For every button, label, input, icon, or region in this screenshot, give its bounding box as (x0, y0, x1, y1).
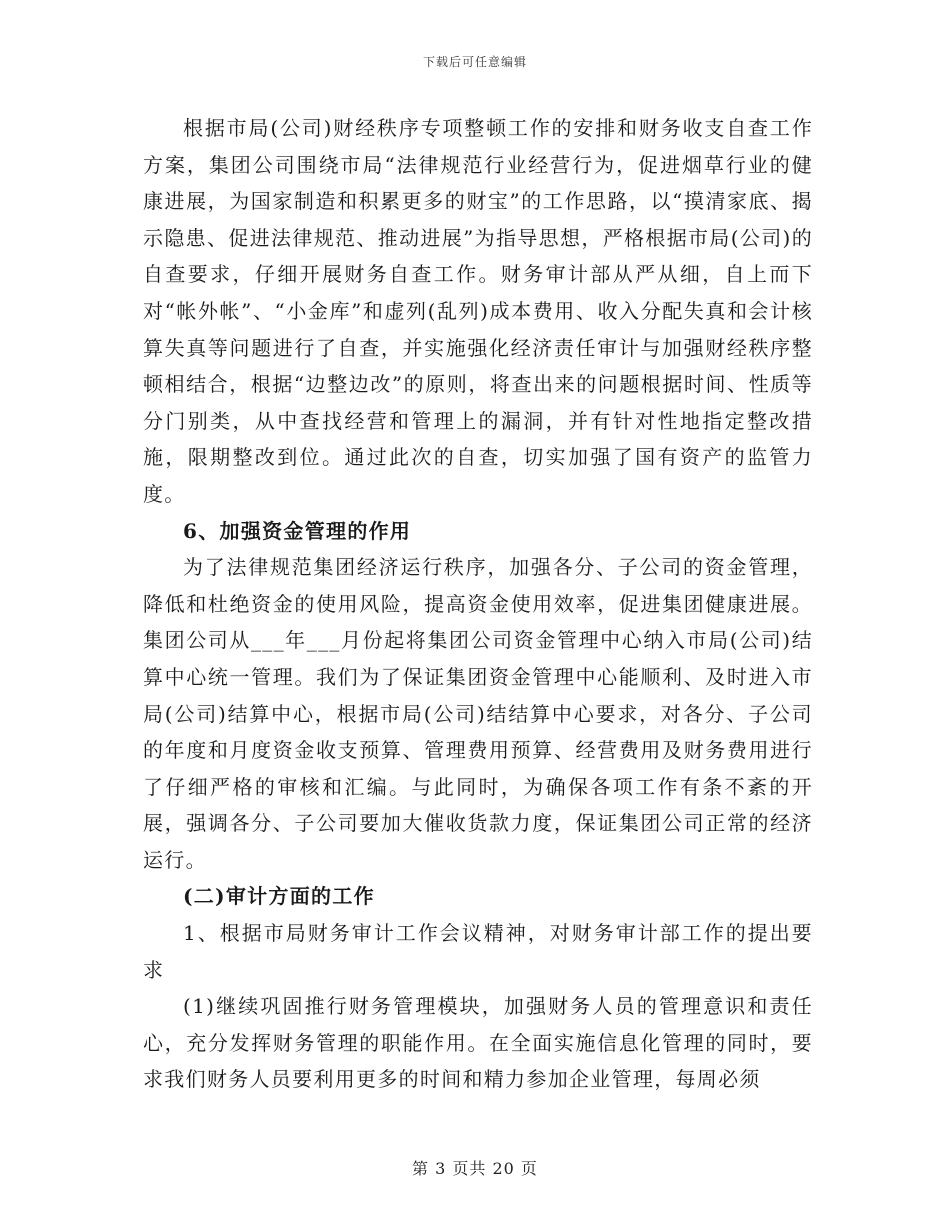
document-body (143, 110, 813, 1098)
section-heading-fund-management: 6、加强资金管理的作用 (183, 518, 412, 543)
page-footer-page-number: 第 3 页共 20 页 (412, 1159, 538, 1178)
section-heading-audit-work: (二)审计方面的工作 (183, 884, 375, 909)
page-header: 下载后可任意编辑 (422, 55, 527, 69)
paragraph-self-inspection: 根据市局(公司)财经秩序专项整顿工作的安排和财务收支自查工作方案，集团公司围绕市局“法律规范行业经营行为，促进烟草行业的健康进展，为国家制造和积累更多的财宝”的工作思路，以“摸清家底、揭示隐患、促进法律规范、推动进展”为指导思想，严格根据市局(公司)的自查要求，仔细开展财务自查工作。财务审计部从严从细，自上而下对“帐外帐”、“小金库”和虚列(乱列)成本费用、收入分配失真和会计核算失真等问题进行了自查，并实施强化经济责任审计与加强财经秩序整顿相结合，根据“边整边改”的原则，将查出来的问题根据时间、性质等分门别类，从中查找经营和管理上的漏洞，并有针对性地指定整改措施，限期整改到位。通过此次的自查，切实加强了国有资产的监管力度。 (143, 116, 813, 506)
paragraph-audit-requirements: 1、根据市局财务审计工作会议精神，对财务审计部工作的提出要求 (143, 921, 813, 982)
paragraph-financial-module: (1)继续巩固推行财务管理模块，加强财务人员的管理意识和责任心，充分发挥财务管理的职能作用。在全面实施信息化管理的同时，要求我们财务人员要利用更多的时间和精力参加企业管理，每周必须 (143, 994, 813, 1092)
paragraph-fund-management: 为了法律规范集团经济运行秩序，加强各分、子公司的资金管理，降低和杜绝资金的使用风险，提高资金使用效率，促进集团健康进展。集团公司从___年___月份起将集团公司资金管理中心纳入市局(公司)结算中心统一管理。我们为了保证集团资金管理中心能顺利、及时进入市局(公司)结算中心，根据市局(公司)结结算中心要求，对各分、子公司的年度和月度资金收支预算、管理费用预算、经营费用及财务费用进行了仔细严格的审核和汇编。与此同时，为确保各项工作有条不紊的开展，强调各分、子公司要加大催收货款力度，保证集团公司正常的经济运行。 (143, 555, 813, 872)
